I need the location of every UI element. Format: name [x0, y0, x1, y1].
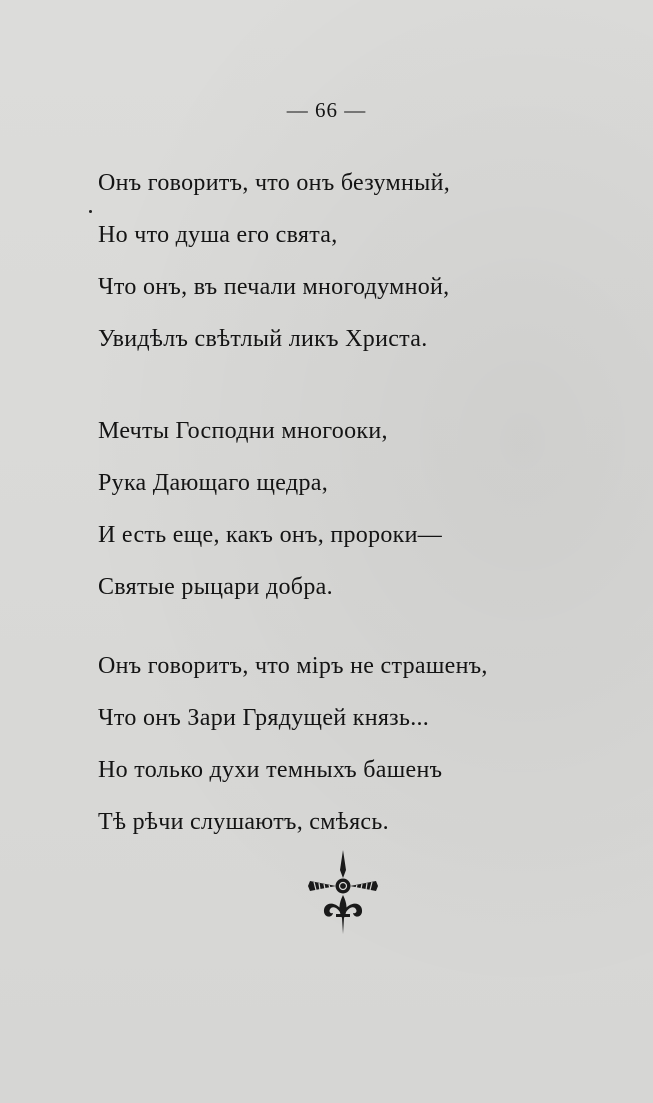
stanza-2	[98, 405, 618, 613]
verse-line: Но что душа его свята,	[98, 222, 338, 248]
verse-line: Святые рыцари добра.	[98, 574, 333, 600]
verse-line: Но только духи темныхъ башенъ	[98, 757, 443, 783]
page-number: — 66 —	[286, 98, 367, 122]
verse-line: Рука Дающаго щедра,	[98, 470, 329, 496]
verse-line: И есть еще, какъ онъ, пророки—	[98, 522, 443, 548]
stanza-3	[98, 640, 618, 848]
verse-line: Что онъ Зари Грядущей князь...	[98, 705, 430, 731]
verse-line: Что онъ, въ печали многодумной,	[98, 274, 450, 300]
stanza-1	[98, 157, 618, 365]
verse-line: Увидѣлъ свѣтлый ликъ Христа.	[98, 326, 428, 352]
verse-line: Онъ говоритъ, что міръ не страшенъ,	[98, 653, 488, 679]
verse-line: Мечты Господни многооки,	[98, 418, 388, 444]
print-speck	[89, 210, 92, 213]
verse-line: Тѣ рѣчи слушаютъ, смѣясь.	[98, 809, 389, 835]
fleur-de-lis-ornament-icon	[306, 848, 380, 936]
verse-line: Онъ говоритъ, что онъ безумный,	[98, 170, 451, 196]
